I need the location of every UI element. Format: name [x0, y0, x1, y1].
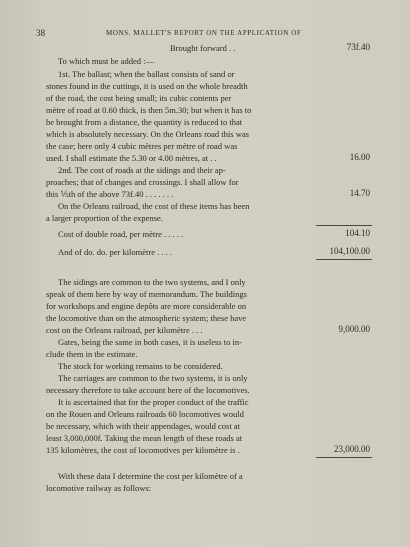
amount-buildings: 9,000.00 — [338, 324, 370, 334]
text-line: Brought forward . . — [170, 43, 236, 53]
amount-ballast: 16.00 — [349, 152, 370, 162]
text-line: the locomotive than on the atmospheric system; these have — [46, 313, 247, 323]
text-line: used. I shall estimate the 5.30 or 4.00 mètres, at . . — [46, 153, 217, 163]
text-line: With these data I determine the cost per kilomètre of a — [58, 471, 243, 481]
text-line: And of do. do. per kilomètre . . . . — [58, 247, 173, 257]
text-line: 2nd. The cost of roads at the sidings and their ap- — [58, 165, 226, 175]
text-line: Cost of double road, per mètre . . . . . — [58, 229, 184, 239]
text-line: proaches; that of changes and crossings. I shall allow for — [46, 177, 239, 187]
text-line: speak of them here by way of memorandum. The buildings — [46, 289, 247, 299]
text-line: which is absolutely necessary. On the Orleans road this was — [46, 129, 249, 139]
amount-locomotives: 23,000.00 — [334, 444, 370, 454]
amount-cost-per-metre: 104.10 — [345, 228, 370, 238]
text-line: this ⅕th of the above 73f.40 . . . . . . . — [46, 189, 174, 199]
text-line: stones found in the cuttings, it is used on the whole breadth — [46, 81, 248, 91]
text-line: the case; here only 4 cubic mètres per mètre of road was — [46, 141, 238, 151]
text-line: least 3,000,000f. Taking the mean length of these roads at — [46, 433, 243, 443]
sum-rule — [316, 225, 372, 226]
amount-brought-forward: 73f.40 — [346, 42, 370, 52]
locomotives-rule — [316, 457, 372, 458]
text-line: It is ascertained that for the proper conduct of the traffic — [58, 397, 249, 407]
text-line: The carriages are common to the two systems, it is only — [58, 373, 248, 383]
text-line: The stock for working remains to be considered. — [58, 361, 223, 371]
text-line: be brought from a distance, the quantity is reduced to that — [46, 117, 243, 127]
text-line: The sidings are common to the two systems, and I only — [58, 277, 246, 287]
text-line: clude them in the estimate. — [46, 349, 138, 359]
text-line: for workshops and engine depôts are more considerable on — [46, 301, 247, 311]
amount-cost-per-km: 104,100.00 — [329, 246, 370, 256]
text-line: To which must be added :— — [58, 56, 154, 66]
text-line: of the road, the cost being small; its cubic contents per — [46, 93, 232, 103]
text-line: on the Rouen and Orleans railroads 60 locomotives would — [46, 409, 244, 419]
text-line: a larger proportion of the expense. — [46, 213, 163, 223]
text-line: mètre of road at 0.60 thick, is then 5m.30; but when it has to — [46, 105, 252, 115]
text-line: Gates, being the same in both cases, it is useless to in- — [58, 337, 242, 347]
amount-roads-sidings: 14.70 — [349, 188, 370, 198]
text-line: locomotive railway as follows: — [46, 483, 152, 493]
text-line: 1st. The ballast; when the ballast consists of sand or — [58, 69, 235, 79]
page-number: 38 — [36, 28, 45, 38]
text-line: On the Orleans railroad, the cost of these items has been — [58, 201, 250, 211]
running-title: MONS. MALLET'S REPORT ON THE APPLICATION OF — [106, 29, 302, 37]
text-line: necessary therefore to take account here of the locomotives. — [46, 385, 250, 395]
text-line: be necessary, which with their appendages, would cost at — [46, 421, 240, 431]
total-rule — [316, 259, 372, 260]
text-line: 135 kilomètres, the cost of locomotives per kilomètre is . — [46, 445, 240, 455]
text-line: cost on the Orleans railroad, per kilomètre . . . — [46, 325, 203, 335]
